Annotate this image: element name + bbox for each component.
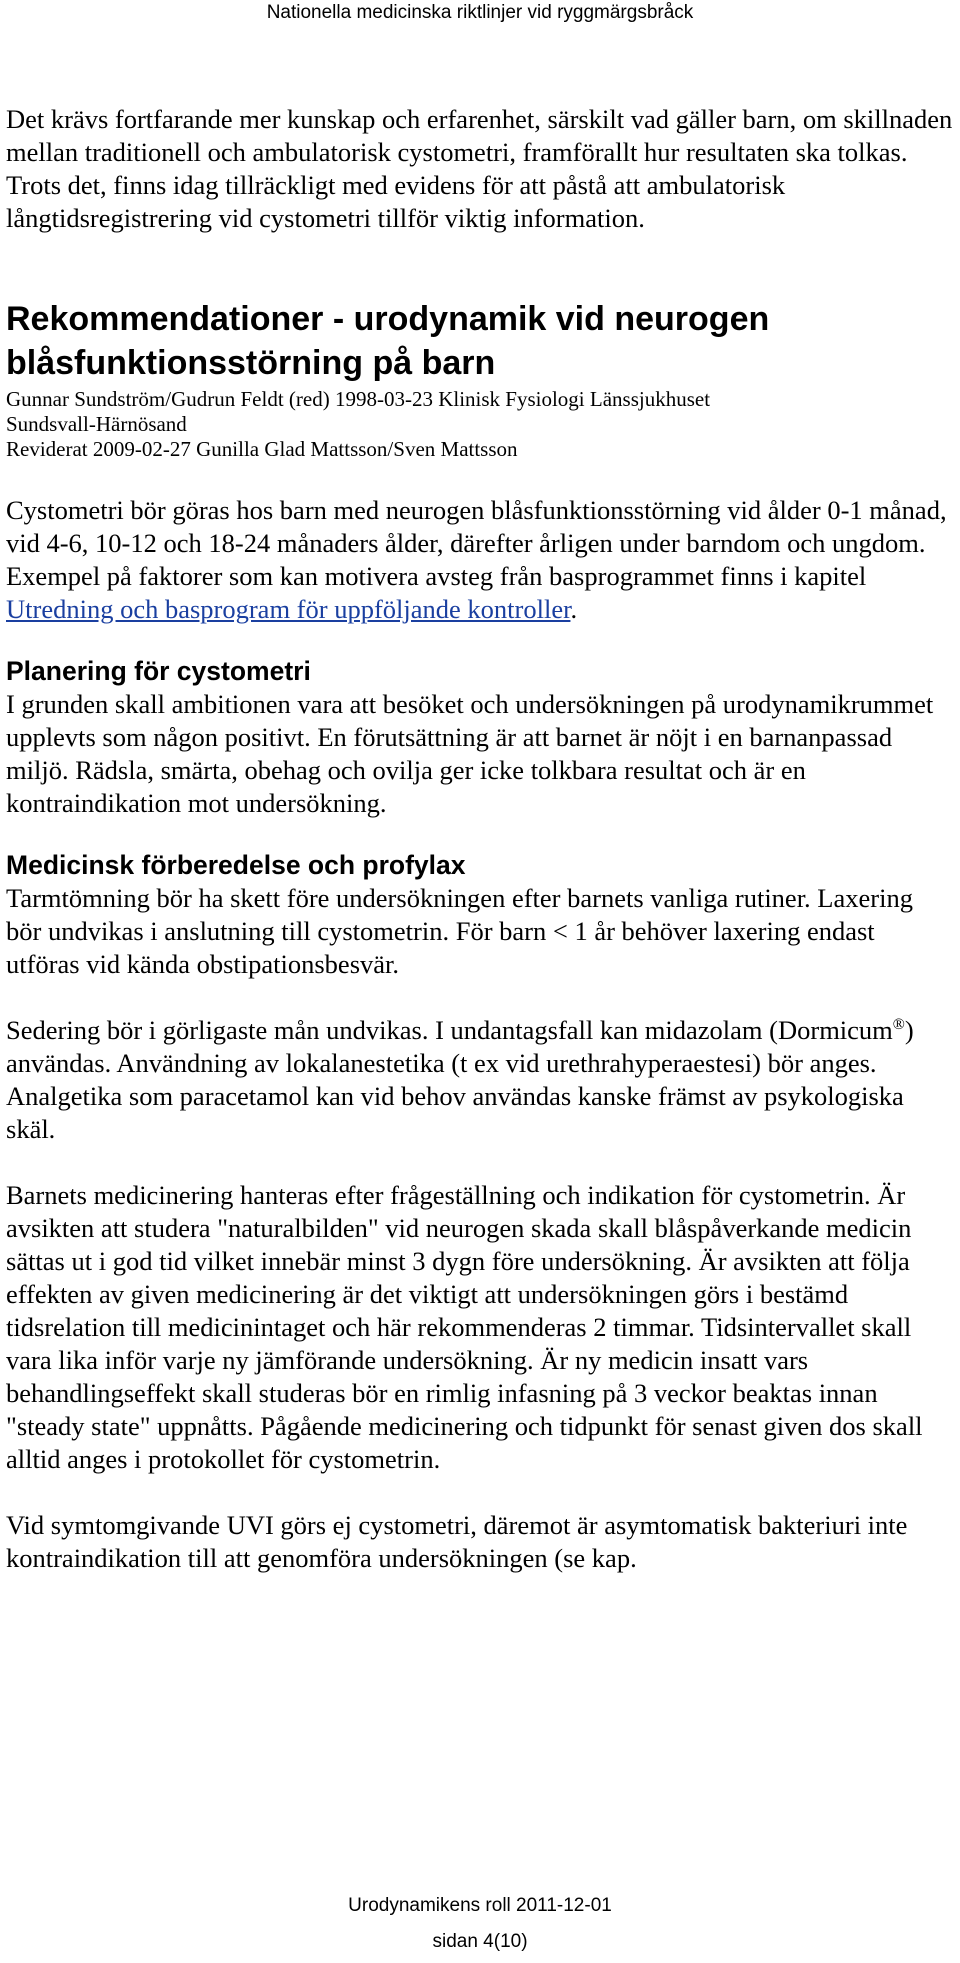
planering-paragraph: I grunden skall ambitionen vara att besöket och undersökningen på urodynamikrummet upplevts som någon positivt. En förutsättning är att barnet är nöjt i en barnanpassad miljö. Rädsla, smärta, obehag och ovilja ger icke tolkbara resultat och är en kontraindikation mot undersökning. [6, 689, 934, 818]
revised-line: Reviderat 2009-02-27 Gunilla Glad Mattsson/Sven Mattsson [6, 437, 518, 461]
cystometri-text: Cystometri bör göras hos barn med neurogen blåsfunktionsstörning vid ålder 0-1 månad, vid 4-6, 10-12 och 18-24 månaders ålder, därefter årligen under barndom och ungdom. Exempel på faktorer som kan motivera avsteg från basprogrammet finns i kapitel [6, 495, 947, 591]
section-title [6, 297, 954, 385]
document-body [6, 103, 954, 1575]
authors-line-2: Sundsvall-Härnösand [6, 412, 187, 436]
section-title-line-2: blåsfunktionsstörning på barn [6, 344, 496, 382]
cystometri-text-end: . [570, 594, 578, 624]
authors-line-1: Gunnar Sundström/Gudrun Feldt (red) 1998-03-23 Klinisk Fysiologi Länssjukhuset [6, 387, 711, 411]
running-header: Nationella medicinska riktlinjer vid ryggmärgsbråck [266, 2, 694, 23]
tarmtomning-paragraph: Tarmtömning bör ha skett före undersökningen efter barnets vanliga rutiner. Laxering bör undvikas i anslutning till cystometrin. För barn < 1 år behöver laxering endast utföras vid kända obstipationsbesvär. [6, 883, 913, 979]
sedering-text: Sedering bör i görligaste mån undvikas. I undantagsfall kan midazolam (Dormicum [6, 1015, 893, 1045]
footer-page-number: sidan 4(10) [432, 1931, 528, 1952]
medicinering-paragraph: Barnets medicinering hanteras efter frågeställning och indikation för cystometrin. Är avsikten att studera "naturalbilden" vid neurogen skada skall blåspåverkande medicin sättas ut i god tid vilket innebär minst 3 dygn före undersökning. Är avsikten att följa effekten av given medicinering är det viktigt att undersökningen görs i bestämd tidsrelation till medicinintaget och här rekommenderas 2 timmar. Tidsintervallet skall vara lika inför varje ny jämförande undersökning. Är ny medicin insatt vars behandlingseffekt skall studeras bör en rimlig infasning på 3 veckor beaktas innan "steady state" uppnåtts. Pågående medicinering och tidpunkt för senast given dos skall alltid anges i protokollet för cystometrin. [6, 1180, 923, 1474]
registered-mark: ® [892, 1016, 905, 1034]
authors-block [6, 387, 954, 462]
uvi-paragraph: Vid symtomgivande UVI görs ej cystometri, däremot är asymtomatisk bakteriuri inte kontraindikation till att genomföra undersökningen (se kap. [6, 1510, 908, 1573]
cystometri-paragraph [6, 494, 954, 626]
intro-paragraph: Det krävs fortfarande mer kunskap och erfarenhet, särskilt vad gäller barn, om skillnaden mellan traditionell och ambulatorisk cystometri, framförallt hur resultaten ska tolkas. Trots det, finns idag tillräckligt med evidens för att påstå att ambulatorisk långtidsregistrering vid cystometri tillför viktig information. [6, 104, 953, 233]
footer-doc-date: Urodynamikens roll 2011-12-01 [348, 1895, 612, 1916]
sedering-text-cont: ) användas. Användning av lokalanestetika (t ex vid urethrahyperaestesi) bör anges. Analgetika som paracetamol kan vid behov användas kanske främst av psykologiska skäl. [6, 1015, 914, 1144]
medicinsk-heading: Medicinsk förberedelse och profylax [6, 850, 466, 880]
planering-heading: Planering för cystometri [6, 656, 311, 686]
sedering-paragraph [6, 1014, 954, 1146]
section-title-line-1: Rekommendationer - urodynamik vid neurogen [6, 300, 770, 338]
utredning-link[interactable]: Utredning och basprogram för uppföljande kontroller [6, 594, 571, 624]
